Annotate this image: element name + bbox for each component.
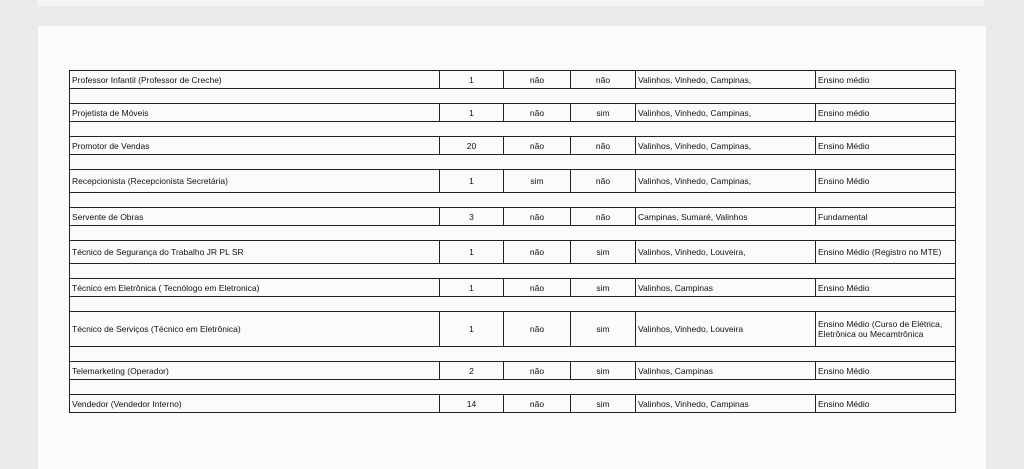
table-row [70, 312, 956, 347]
yes-no-cell: não [571, 170, 636, 193]
yes-no-cell: não [504, 312, 571, 347]
cities-cell: Valinhos, Vinhedo, Campinas, [636, 104, 816, 122]
openings-count-cell: 1 [440, 241, 504, 264]
education-cell: Fundamental [816, 208, 956, 226]
education-cell: Ensino médio [816, 104, 956, 122]
table-row [70, 279, 956, 297]
table-row [70, 241, 956, 264]
spacer-row [70, 264, 956, 279]
job-title-cell: Técnico de Segurança do Trabalho JR PL SR [70, 241, 440, 264]
job-title-cell: Projetista de Móveis [70, 104, 440, 122]
spacer-row [70, 155, 956, 170]
education-cell: Ensino Médio [816, 170, 956, 193]
previous-page-edge [38, 0, 984, 6]
openings-count-cell: 1 [440, 279, 504, 297]
job-title-cell: Servente de Obras [70, 208, 440, 226]
job-openings-table [69, 70, 956, 413]
yes-no-cell: sim [571, 395, 636, 413]
openings-count-cell: 1 [440, 170, 504, 193]
yes-no-cell: sim [571, 241, 636, 264]
spacer-row [70, 193, 956, 208]
table-row [70, 137, 956, 155]
document-page [38, 26, 986, 469]
education-cell: Ensino Médio [816, 137, 956, 155]
job-title-cell: Promotor de Vendas [70, 137, 440, 155]
spacer-row [70, 122, 956, 137]
openings-count-cell: 14 [440, 395, 504, 413]
openings-count-cell: 2 [440, 362, 504, 380]
education-cell: Ensino Médio (Registro no MTE) [816, 241, 956, 264]
table-row [70, 208, 956, 226]
spacer-row [70, 380, 956, 395]
table-row [70, 395, 956, 413]
cities-cell: Campinas, Sumaré, Valinhos [636, 208, 816, 226]
job-title-cell: Técnico de Serviços (Técnico em Eletrônica) [70, 312, 440, 347]
yes-no-cell: sim [571, 279, 636, 297]
yes-no-cell: não [504, 71, 571, 89]
yes-no-cell: sim [571, 312, 636, 347]
yes-no-cell: não [504, 104, 571, 122]
yes-no-cell: não [504, 395, 571, 413]
yes-no-cell: não [504, 362, 571, 380]
cities-cell: Valinhos, Vinhedo, Campinas [636, 395, 816, 413]
table-row [70, 104, 956, 122]
yes-no-cell: não [571, 208, 636, 226]
openings-count-cell: 1 [440, 71, 504, 89]
cities-cell: Valinhos, Campinas [636, 279, 816, 297]
cities-cell: Valinhos, Vinhedo, Louveira [636, 312, 816, 347]
spacer-row [70, 226, 956, 241]
job-title-cell: Telemarketing (Operador) [70, 362, 440, 380]
education-cell: Ensino Médio [816, 395, 956, 413]
cities-cell: Valinhos, Vinhedo, Louveira, [636, 241, 816, 264]
yes-no-cell: não [504, 241, 571, 264]
yes-no-cell: sim [571, 362, 636, 380]
spacer-row [70, 347, 956, 362]
openings-count-cell: 1 [440, 312, 504, 347]
education-cell: Ensino Médio [816, 279, 956, 297]
openings-count-cell: 3 [440, 208, 504, 226]
job-title-cell: Professor Infantil (Professor de Creche) [70, 71, 440, 89]
yes-no-cell: sim [571, 104, 636, 122]
cities-cell: Valinhos, Vinhedo, Campinas, [636, 170, 816, 193]
table-row [70, 170, 956, 193]
yes-no-cell: sim [504, 170, 571, 193]
spacer-row [70, 89, 956, 104]
job-title-cell: Vendedor (Vendedor Interno) [70, 395, 440, 413]
yes-no-cell: não [504, 137, 571, 155]
cities-cell: Valinhos, Vinhedo, Campinas, [636, 137, 816, 155]
education-cell: Ensino Médio [816, 362, 956, 380]
table-row [70, 71, 956, 89]
yes-no-cell: não [571, 71, 636, 89]
cities-cell: Valinhos, Campinas [636, 362, 816, 380]
openings-count-cell: 1 [440, 104, 504, 122]
job-title-cell: Técnico em Eletrônica ( Tecnólogo em Eletronica) [70, 279, 440, 297]
openings-count-cell: 20 [440, 137, 504, 155]
yes-no-cell: não [504, 279, 571, 297]
education-cell: Ensino médio [816, 71, 956, 89]
education-cell: Ensino Médio (Curso de Elétrica, Eletrônica ou Mecamtrônica [816, 312, 956, 347]
job-title-cell: Recepcionista (Recepcionista Secretária) [70, 170, 440, 193]
table-row [70, 362, 956, 380]
spacer-row [70, 297, 956, 312]
yes-no-cell: não [571, 137, 636, 155]
yes-no-cell: não [504, 208, 571, 226]
cities-cell: Valinhos, Vinhedo, Campinas, [636, 71, 816, 89]
